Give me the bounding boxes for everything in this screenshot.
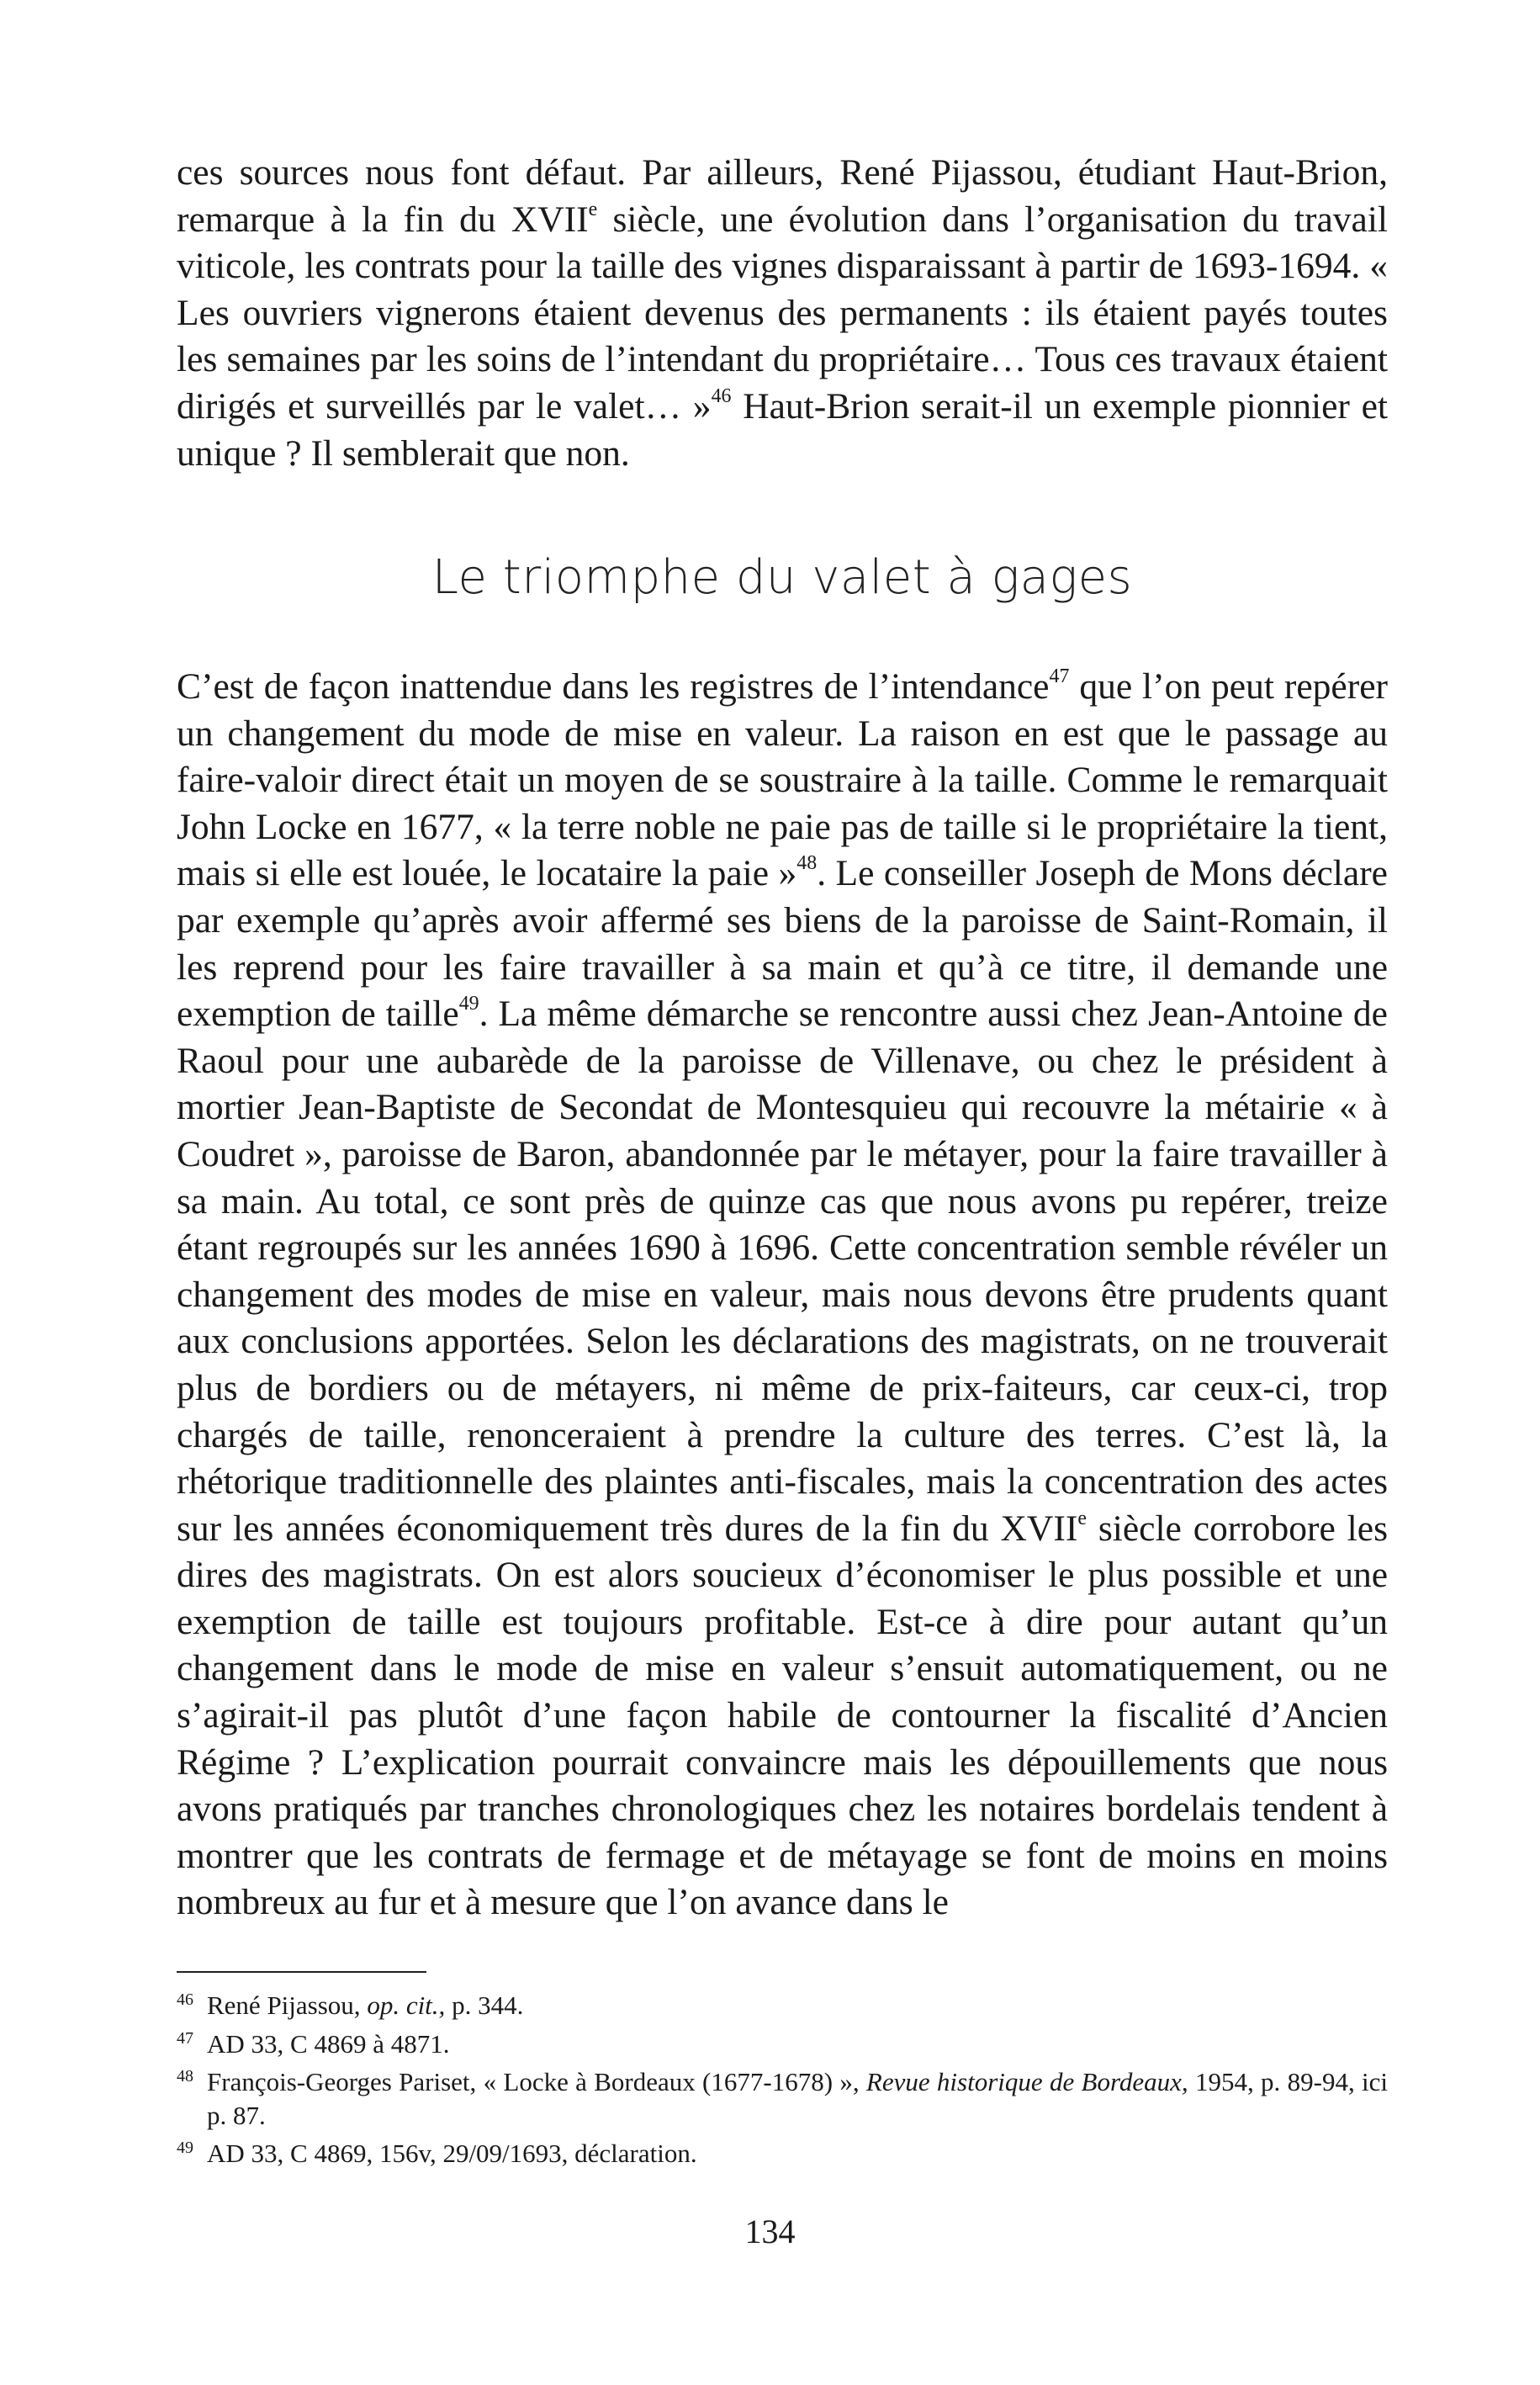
para2-text-2: que l’on peut repérer un changement du mode de mise en valeur. La raison en est que le passage au faire-valoir direct était un moyen de se soustraire à la taille. Comme le remarquait John Locke en 1677, « la terre noble ne paie pas de taille si le propriétaire la tient, mais si elle est louée, le locataire la paie » bbox=[177, 666, 1388, 894]
footnote-ref-47[interactable]: 47 bbox=[1049, 665, 1070, 687]
footnote-divider bbox=[177, 1971, 426, 1973]
footnote-item bbox=[177, 2060, 1388, 2132]
footnote-number: 48 bbox=[177, 2067, 193, 2086]
century-superscript: e bbox=[588, 198, 598, 220]
footnote-italic: op. cit., bbox=[367, 1990, 446, 2020]
footnote-text: François-Georges Pariset, « Locke à Bordeaux (1677-1678) », bbox=[207, 2067, 866, 2097]
footnotes-list bbox=[177, 1984, 1388, 2170]
footnote-text: AD 33, C 4869 à 4871. bbox=[207, 2028, 450, 2059]
para2-text-1: C’est de façon inattendue dans les registres de l’intendance bbox=[177, 666, 1050, 707]
para1-text-1: ces sources nous font défaut. Par ailleurs, René Pijassou, étudiant Haut-Brion, remarque à la fin du XVII bbox=[177, 152, 1388, 240]
footnote-italic: Revue historique de Bordeaux, bbox=[865, 2067, 1188, 2097]
footnote-ref-48[interactable]: 48 bbox=[796, 852, 818, 875]
para1-text-3: Haut-Brion serait-il un exemple pionnier et unique ? Il semblerait que non. bbox=[177, 385, 1388, 474]
page-number: 134 bbox=[744, 2213, 796, 2250]
paragraph-body bbox=[177, 664, 1388, 1927]
footnote-text: AD 33, C 4869, 156v, 29/09/1693, déclaration. bbox=[207, 2139, 697, 2169]
paragraph-continued bbox=[177, 150, 1388, 477]
footnote-number: 47 bbox=[177, 2028, 193, 2048]
footnote-number: 46 bbox=[177, 1990, 193, 2009]
footnote-item bbox=[177, 1984, 1388, 2022]
footnote-ref-46[interactable]: 46 bbox=[711, 384, 732, 407]
para2-text-3: . Le conseiller Joseph de Mons déclare par exemple qu’après avoir affermé ses biens de la paroisse de Saint-Romain, il les reprend pour les faire travailler à sa main et qu’à ce titre, il demande une exemption de taille bbox=[177, 853, 1388, 1035]
footnote-text-end: 1954, p. 89-94, ici p. 87. bbox=[207, 2067, 1388, 2130]
section-heading: Le triomphe du valet à gages bbox=[431, 550, 1133, 605]
footnote-item bbox=[177, 2022, 1388, 2061]
para2-text-5: siècle corrobore les dires des magistrats. On est alors soucieux d’économiser le plus possible et une exemption de taille est toujours profitable. Est-ce à dire pour autant qu’un changement dans le mode de mise en valeur s’ensuit automatiquement, ou ne s’agirait-il pas plutôt d’une façon habile de contourner la fiscalité d’Ancien Régime ? L’explication pourrait convaincre mais les dépouillements que nous avons pratiqués par tranches chronologiques chez les notaires bordelais tendent à montrer que les contrats de fermage et de métayage se font de moins en moins nombreux au fur et à mesure que l’on avance dans le bbox=[177, 1508, 1388, 1923]
para1-text-2: siècle, une évolution dans l’organisation du travail viticole, les contrats pour la taille des vignes disparaissant à partir de 1693-1694. « Les ouvriers vignerons étaient devenus des permanents : ils étaient payés toutes les semaines par les soins de l’intendant du propriétaire… Tous ces travaux étaient dirigés et surveillés par le valet… » bbox=[177, 199, 1388, 427]
footnote-ref-49[interactable]: 49 bbox=[458, 993, 479, 1015]
footnote-text: René Pijassou, bbox=[207, 1990, 368, 2020]
footnote-item bbox=[177, 2132, 1388, 2170]
footnote-number: 49 bbox=[177, 2139, 193, 2158]
footnote-text-end: p. 344. bbox=[445, 1990, 524, 2020]
para2-text-4: . La même démarche se rencontre aussi chez Jean-Antoine de Raoul pour une aubarède de la paroisse de Villenave, ou chez le président à mortier Jean-Baptiste de Secondat de Montesquieu qui recouvre la métairie « à Coudret », paroisse de Baron, abandonnée par le métayer, pour la faire travailler à sa main. Au total, ce sont près de quinze cas que nous avons pu repérer, treize étant regroupés sur les années 1690 à 1696. Cette concentration semble révéler un changement des modes de mise en valeur, mais nous devons être prudents quant aux conclusions apportées. Selon les déclarations des magistrats, on ne trouverait plus de bordiers ou de métayers, ni même de prix-faiteurs, car ceux-ci, trop chargés de taille, renonceraient à prendre la culture des terres. C’est là, la rhétorique traditionnelle des plaintes anti-fiscales, mais la concentration des actes sur les années économiquement très dures de la fin du XVII bbox=[177, 994, 1388, 1549]
century-superscript: e bbox=[1077, 1507, 1087, 1529]
